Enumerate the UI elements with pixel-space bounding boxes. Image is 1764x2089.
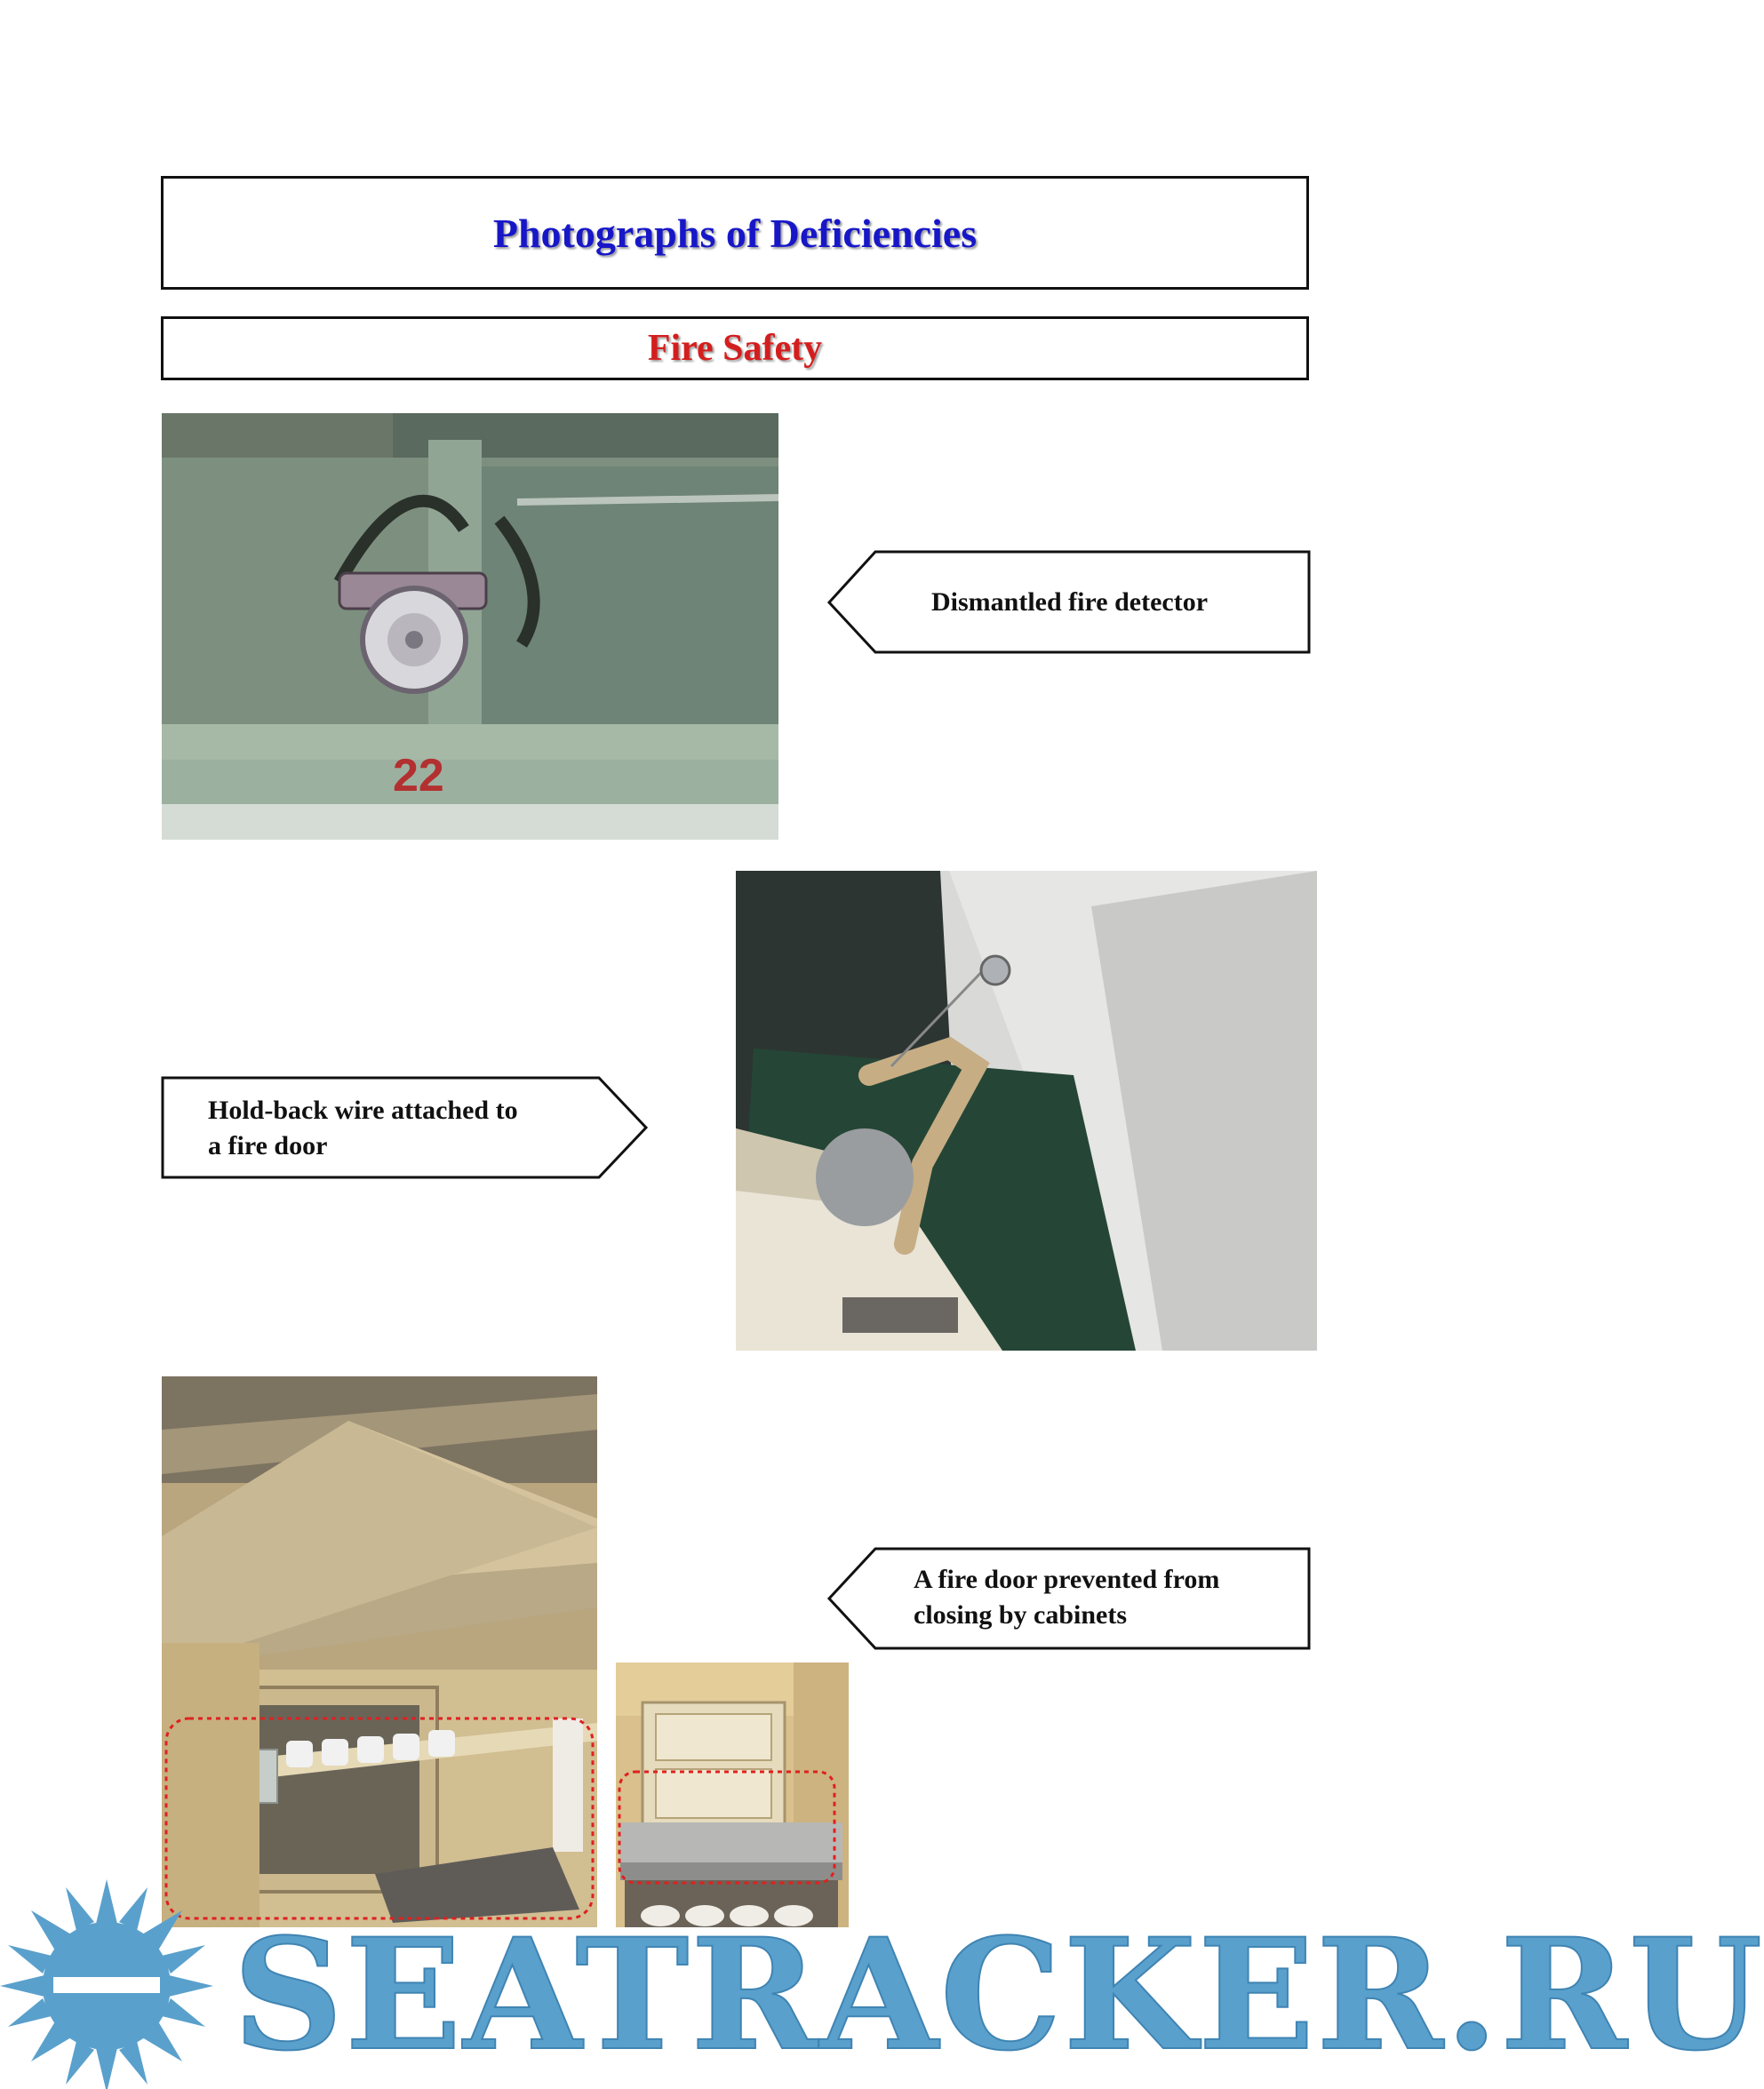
callout-hold-back-wire (160, 1075, 651, 1180)
watermark-text: SEATRACKER.RU (233, 1904, 1764, 2085)
section-title: Fire Safety (647, 328, 823, 369)
page-title: Photographs of Deficiencies (492, 210, 978, 256)
callout-text-line: closing by cabinets (914, 1600, 1128, 1630)
callout-text-line: A fire door prevented from (914, 1565, 1220, 1594)
callout-fire-door-blocked (825, 1546, 1313, 1651)
photo-fire-detector (162, 413, 778, 840)
callout-dismantled-fire-detector (825, 549, 1313, 656)
section-title-box (161, 316, 1309, 380)
callout-text-line: Dismantled fire detector (931, 587, 1209, 617)
photo-hold-back-wire (736, 871, 1317, 1351)
page-title-box (161, 176, 1309, 290)
sun-logo-icon (0, 1879, 213, 2089)
callout-text-line: a fire door (208, 1131, 328, 1160)
callout-text-line: Hold-back wire attached to (208, 1096, 518, 1125)
photo-marking-22: 22 (393, 750, 444, 801)
photo-cabinets-blocking-door (162, 1376, 597, 1927)
